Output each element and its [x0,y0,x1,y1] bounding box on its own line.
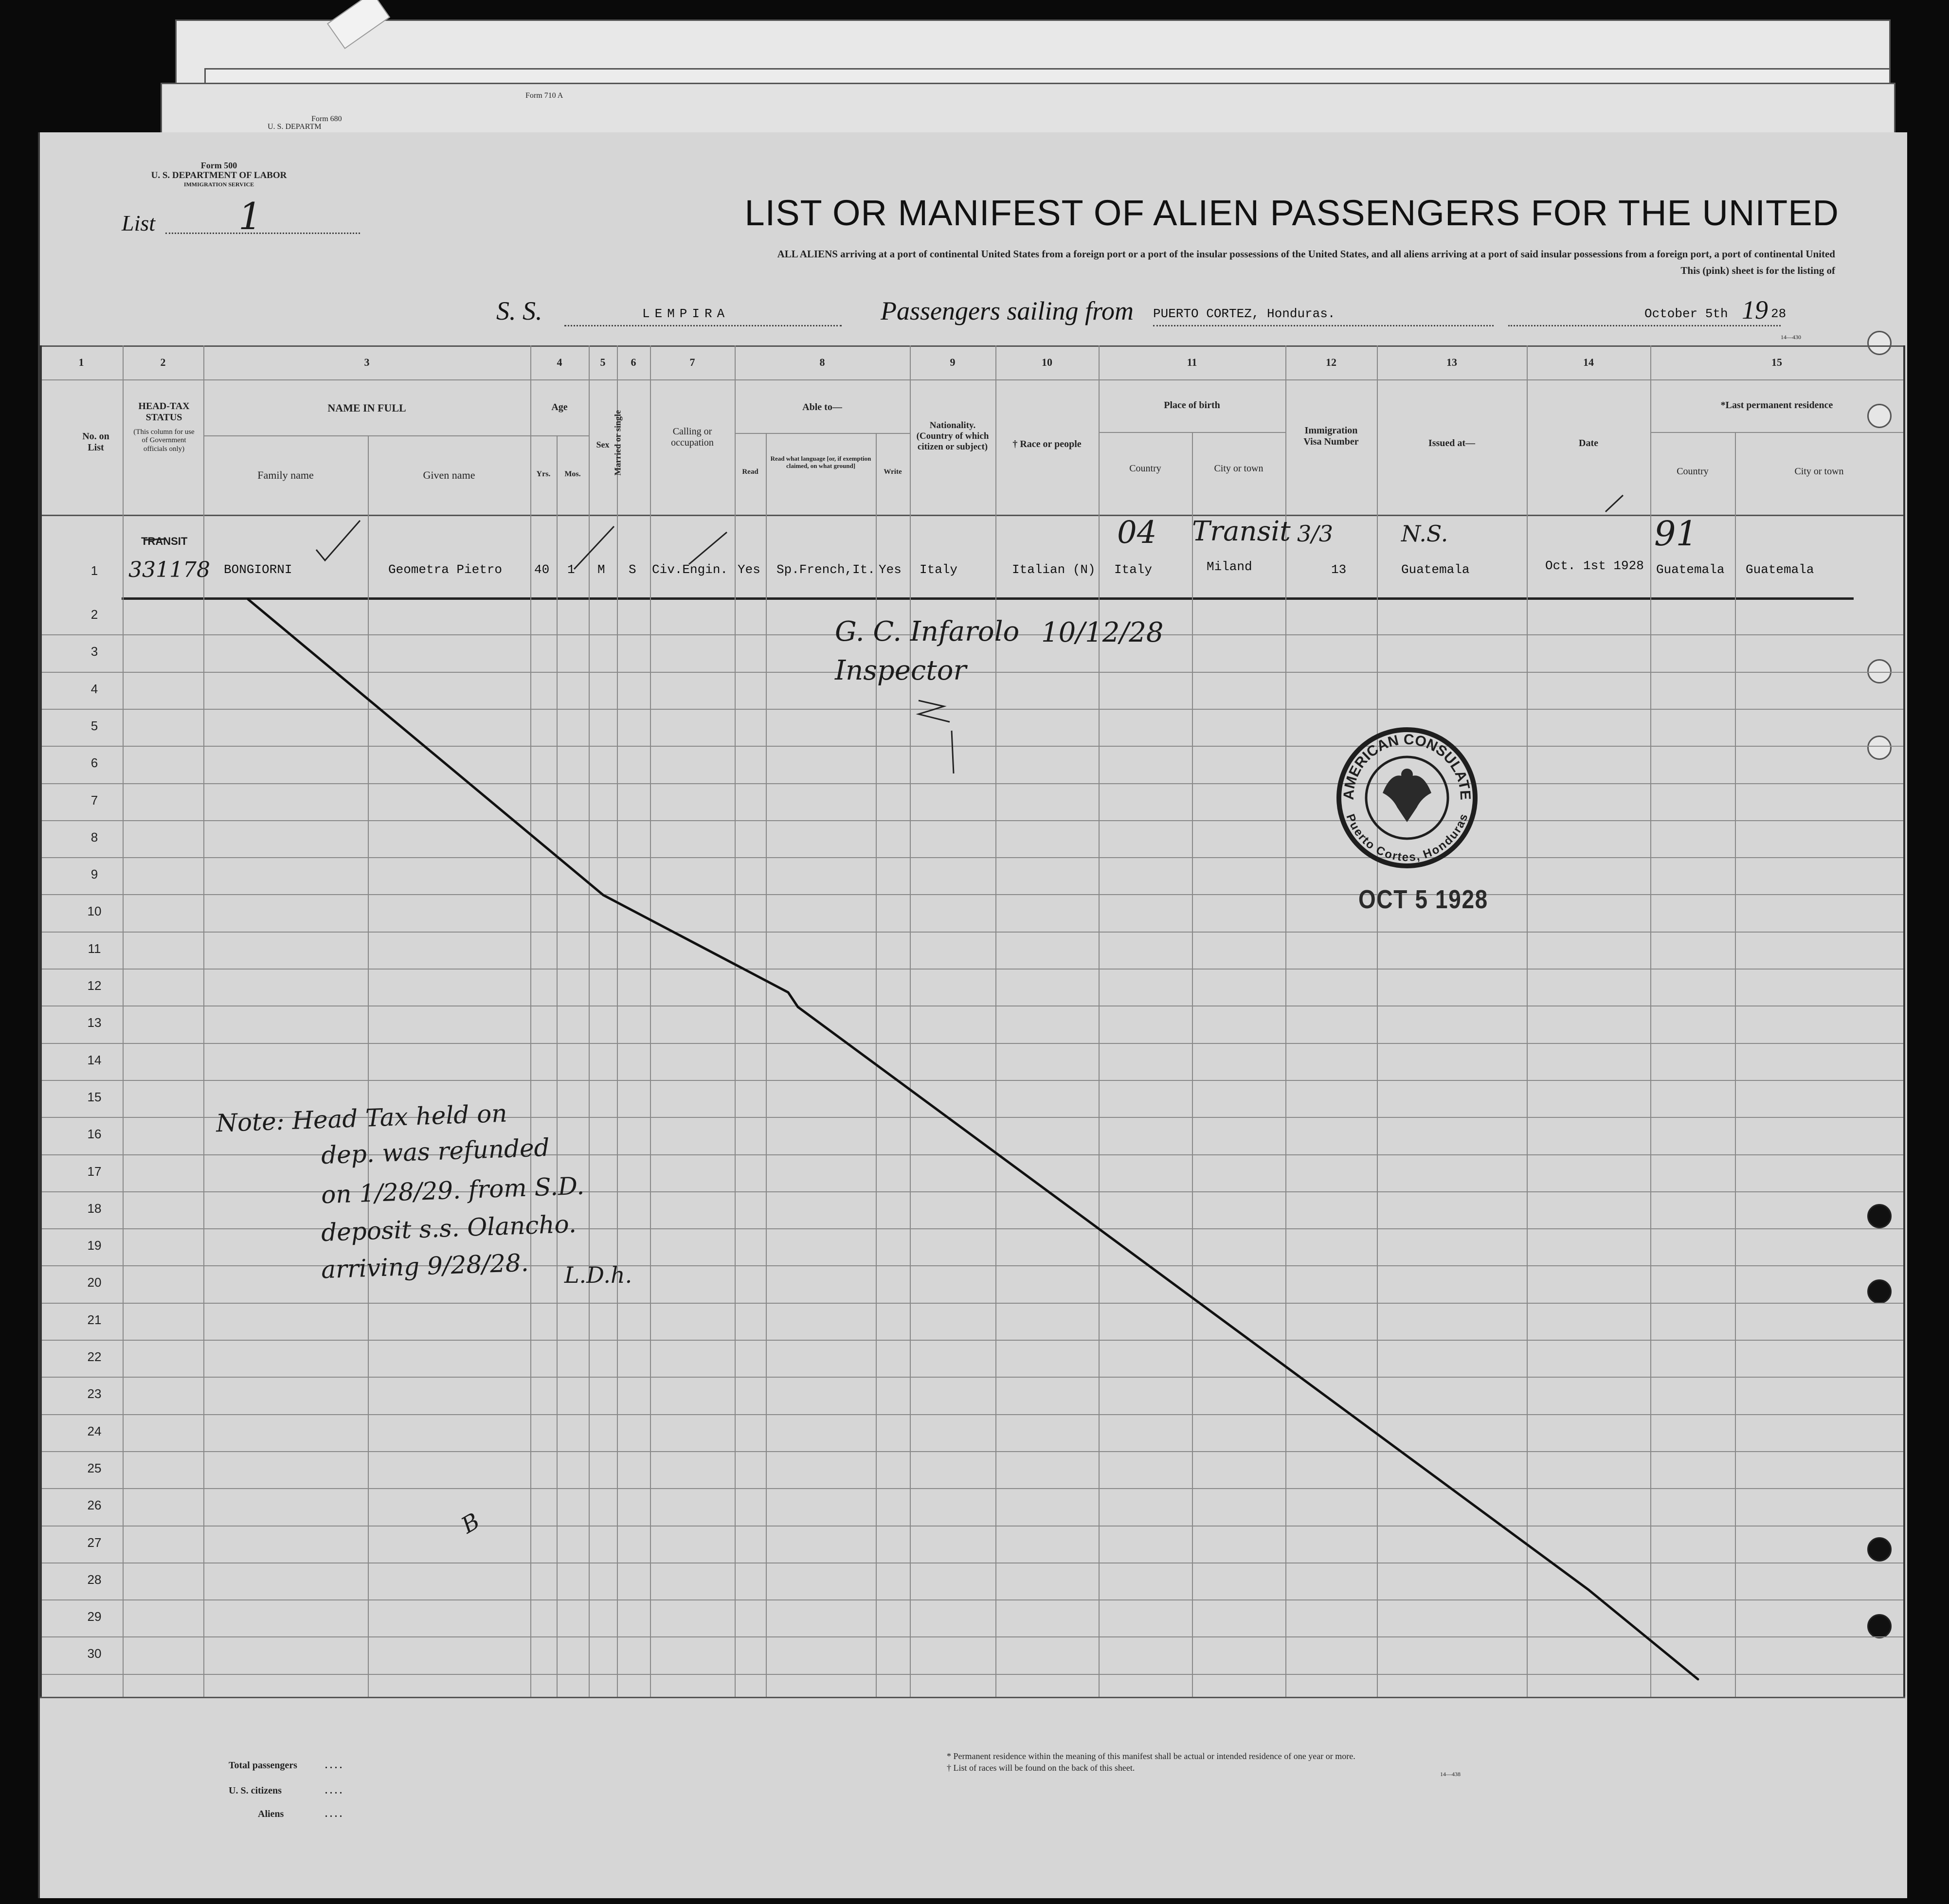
sex-cell: M [597,562,605,577]
header-given-name: Given name [423,469,475,481]
header-write: Write [884,468,902,476]
consulate-seal [1339,730,1475,866]
language-cell: Sp.French,It. [776,562,875,577]
header-head-tax: HEAD-TAX STATUS [138,401,190,423]
head-tax-number: 331178 [128,557,210,582]
underlying-form-label-mid: Form 680 [311,115,342,123]
footnote-residence: * Permanent residence within the meaning of this manifest shall be actual or intended residence of one year or more. [947,1751,1355,1761]
head-tax-note-line-5: arriving 9/28/28. [321,1248,529,1284]
header-yrs: Yrs. [536,470,551,478]
row-number: 19 [87,1238,102,1253]
seal-top-text: AMERICAN CONSULATE [1340,731,1474,801]
row-number: 8 [90,830,98,844]
head-tax-note-initials: L.D.h. [564,1262,632,1288]
birth-city-cell: Miland [1207,559,1252,574]
year-suffix: 28 [1771,306,1787,321]
colnum-8: 8 [819,356,825,368]
row-number: 13 [87,1015,102,1030]
head-tax-check [144,539,165,540]
subtitle-line-2: This (pink) sheet is for the listing of [1680,265,1835,276]
departure-port: PUERTO CORTEZ, Honduras. [1153,306,1335,321]
inspector-signature: G. C. Infarolo [835,616,1020,647]
subtitle-line-1: ALL ALIENS arriving at a port of continental United States from a foreign port or a port of the insular possessions of the United States, and all aliens arriving at a port of said insular possessions from a foreign port, a port of continental United [777,248,1835,260]
footer-code: 14—438 [1440,1771,1461,1778]
row-number: 5 [90,718,98,733]
head-tax-note-line-2: dep. was refunded [321,1133,550,1170]
colnum-13: 13 [1446,356,1457,368]
row-number: 21 [87,1312,102,1327]
check-mark-calling [689,532,727,564]
issued-at-cell: Guatemala [1401,562,1470,577]
aliens-label: Aliens [258,1809,284,1819]
departure-date: October 5th [1644,306,1728,321]
service-name: IMMIGRATION SERVICE [183,181,254,188]
row-number: 7 [90,793,98,808]
underlying-form-dept: U. S. DEPARTM [268,123,322,131]
row-number: 11 [88,941,101,956]
row-number: 6 [90,755,98,770]
header-mos: Mos. [564,470,581,478]
row-number: 26 [87,1498,102,1512]
header-sex: Sex [596,440,610,449]
nationality-cell: Italy [920,562,958,577]
row-number: 16 [87,1127,102,1141]
form-number: Form 500 [200,161,237,170]
sailing-label: Passengers sailing from [881,296,1134,325]
annotation-transit: Transit [1192,516,1291,547]
aliens-dots: . . . . [325,1809,342,1819]
list-number: 1 [238,195,262,238]
colnum-10: 10 [1042,356,1052,368]
header-head-tax-note: (This column for use of Government officials only) [133,428,195,453]
header-birth-country: Country [1129,463,1161,474]
page-title: LIST OR MANIFEST OF ALIEN PASSENGERS FOR THE UNITED [744,193,1839,233]
header-race: † Race or people [1012,439,1082,449]
colnum-5: 5 [600,356,606,368]
row-number: 12 [87,978,102,993]
header-issued-at: Issued at— [1428,438,1476,449]
check-mark-age [574,526,614,569]
inspector-flourish [919,701,954,773]
head-tax-note-line-4: deposit s.s. Olancho. [321,1209,577,1247]
row-number: 10 [87,904,102,918]
colnum-7: 7 [689,356,695,368]
header-able-to: Able to— [802,402,842,413]
head-tax-stamp: TRANSIT [141,535,188,547]
colnum-4: 4 [557,356,562,368]
row-number: 4 [90,682,98,696]
footnote-races: † List of races will be found on the back of this sheet. [947,1763,1135,1773]
header-calling: Calling or occupation [671,426,714,448]
us-citizens-label: U. S. citizens [229,1785,282,1796]
row-number: 20 [87,1275,102,1290]
total-passengers-label: Total passengers [229,1760,297,1771]
row-number: 3 [90,644,98,659]
ss-label: S. S. [496,296,542,325]
underlying-form-label-top: Form 710 A [525,91,563,100]
colnum-1: 1 [78,356,84,368]
check-mark-date [1606,495,1623,512]
annotation-91: 91 [1654,514,1698,554]
birth-country-cell: Italy [1114,562,1153,577]
row-number: 29 [87,1609,102,1624]
header-place-of-birth: Place of birth [1164,400,1220,411]
row-number: 18 [87,1201,102,1216]
row-number: 24 [87,1424,102,1438]
visa-number-cell: 13 [1331,562,1347,577]
read-cell: Yes [738,562,760,577]
header-no-on-list: No. on List [82,431,109,453]
us-citizens-dots: . . . . [325,1785,342,1796]
stamp-year: 1928 [1435,885,1488,914]
row-number: 2 [90,607,98,622]
department-name: U. S. DEPARTMENT OF LABOR [151,170,287,180]
header-date: Date [1579,438,1598,449]
header-visa-number: Immigration Visa Number [1303,425,1359,447]
row-number: 14 [87,1053,102,1067]
colnum-9: 9 [950,356,956,368]
race-cell: Italian (N) [1012,562,1096,577]
colnum-2: 2 [160,356,166,368]
age-mos-cell: 1 [567,562,575,577]
colnum-15: 15 [1771,356,1782,368]
total-passengers-dots: . . . . [325,1760,342,1771]
stray-mark: B [456,1508,485,1539]
colnum-3: 3 [364,356,370,368]
seal-bottom-text: Puerto Cortes, Honduras [1343,812,1471,864]
head-tax-note-line-1: Note: Head Tax held on [216,1099,508,1138]
ship-name: LEMPIRA [642,306,730,321]
eagle-icon [1383,775,1431,822]
row-number: 23 [87,1386,102,1401]
row-number: 17 [87,1164,102,1179]
header-nationality: Nationality. (Country of which citizen or subject) [916,420,989,452]
row-number: 9 [90,867,98,881]
res-country-cell: Guatemala [1656,562,1725,577]
colnum-12: 12 [1326,356,1336,368]
row-number: 1 [90,563,98,578]
annotation-ns: N.S. [1401,521,1448,547]
issue-date-cell: Oct. 1st 1928 [1545,558,1644,573]
given-name-cell: Geometra Pietro [388,562,503,577]
header-res-country: Country [1677,466,1709,477]
row-number: 28 [87,1572,102,1587]
header-birth-city: City or town [1214,463,1263,474]
colnum-11: 11 [1187,356,1197,368]
row-number: 15 [87,1090,102,1104]
annotation-fraction: 3/3 [1297,521,1334,547]
header-res-city: City or town [1794,466,1844,477]
write-cell: Yes [879,562,902,577]
check-mark-family-name [316,521,360,560]
head-tax-note-line-3: on 1/28/29. from S.D. [321,1171,585,1209]
row-number: 27 [87,1535,102,1550]
header-family-name: Family name [257,469,314,481]
row-number: 25 [87,1461,102,1475]
header-name-in-full: NAME IN FULL [327,402,406,414]
ship-line-code: 14—430 [1781,334,1801,341]
married-cell: S [629,562,636,577]
inspector-date: 10/12/28 [1041,617,1164,648]
header-read-what: Read what language [or, if exemption claimed, on what ground] [770,455,871,469]
calling-cell: Civ.Engin. [652,562,728,577]
colnum-14: 14 [1583,356,1594,368]
age-yrs-cell: 40 [534,562,550,577]
annotation-04: 04 [1117,515,1157,551]
year-prefix: 19 [1742,295,1768,324]
header-age: Age [551,402,568,413]
row-number: 22 [87,1349,102,1364]
colnum-6: 6 [631,356,636,368]
header-read: Read [742,468,758,476]
list-label: List [122,211,156,235]
stamp-date: OCT 5 [1358,885,1428,914]
header-last-residence: *Last permanent residence [1720,400,1833,411]
family-name-cell: BONGIORNI [224,562,292,577]
res-city-cell: Guatemala [1746,562,1814,577]
header-married: Married or single [613,410,623,476]
cancellation-line [248,599,1698,1679]
inspector-title: Inspector [835,655,967,686]
row-number: 30 [87,1646,102,1661]
